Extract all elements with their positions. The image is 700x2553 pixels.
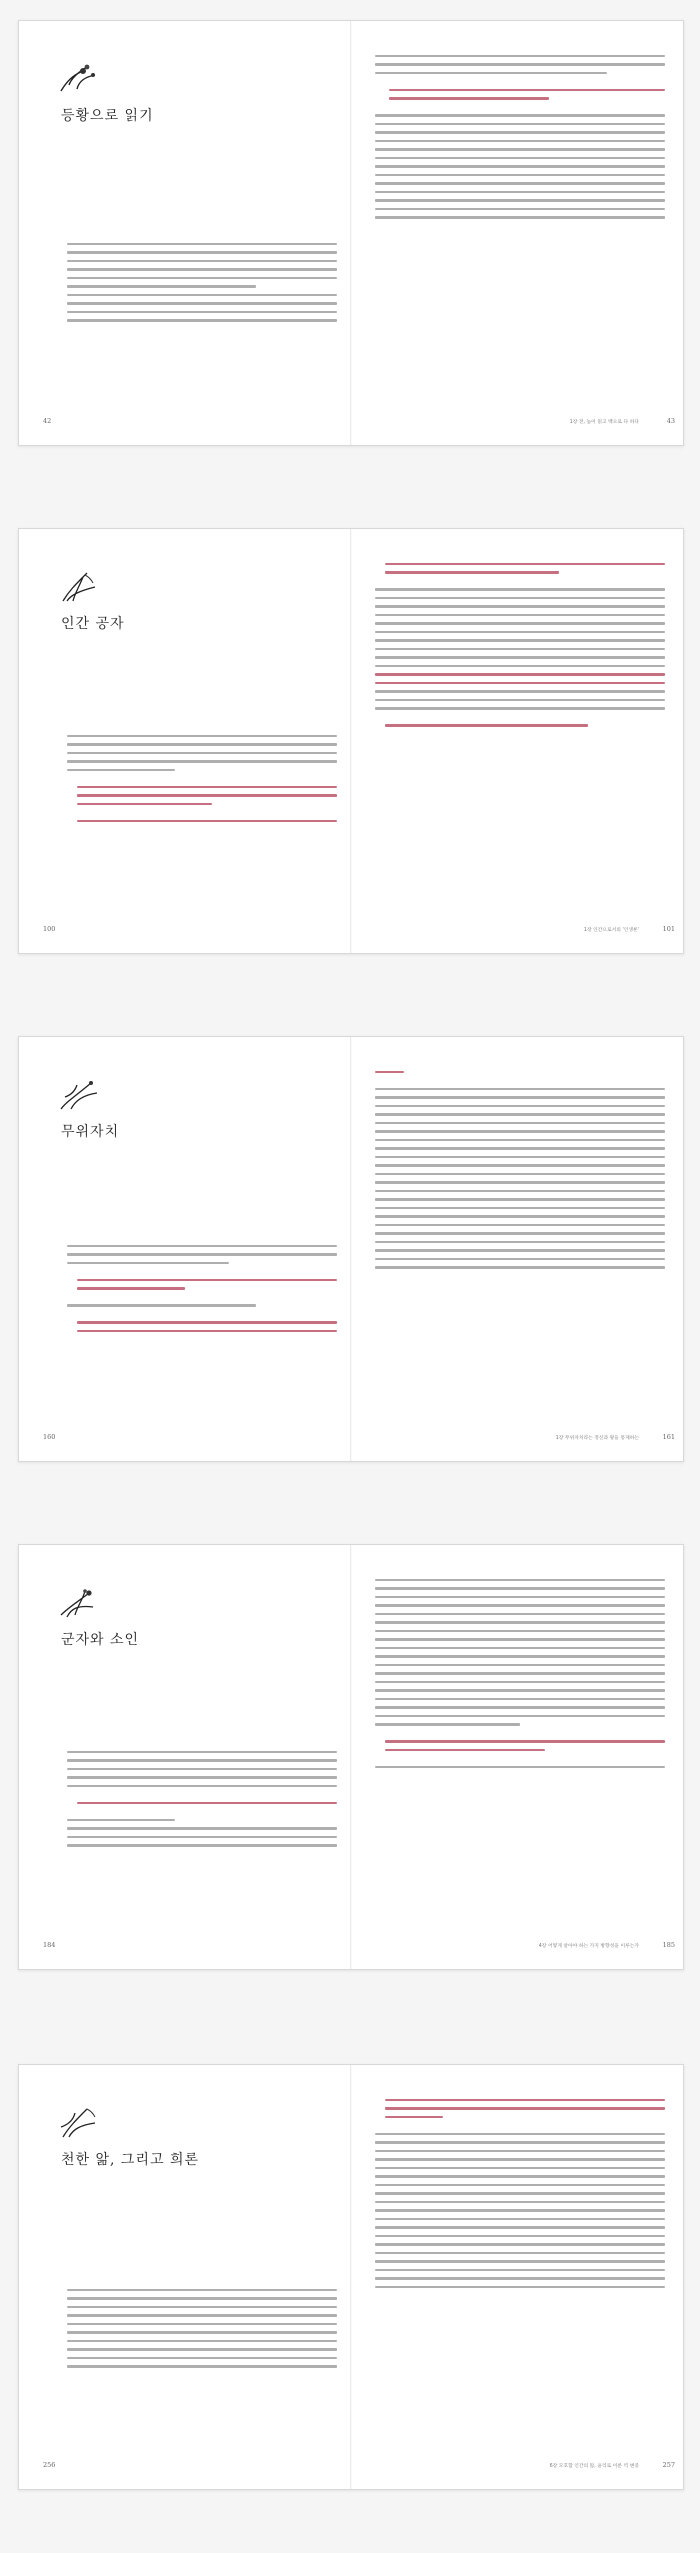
body-text [67, 735, 337, 828]
page-number: 160 [43, 1433, 56, 1441]
page-number: 43 [666, 417, 675, 425]
page-number: 184 [43, 1941, 56, 1949]
chapter-title: 등황으로 읽기 [61, 108, 154, 124]
left-page [43, 529, 343, 953]
running-head: 4장 어떻게 살아야 하는 가지 방향성을 이루는가 [538, 1944, 639, 1949]
page-number: 100 [43, 925, 56, 933]
body-text [67, 243, 337, 328]
ink-plant-icon [57, 1585, 99, 1619]
body-text [67, 2289, 337, 2374]
page-number: 161 [662, 1433, 675, 1441]
right-page [375, 1037, 675, 1461]
book-spread-4 [18, 1544, 684, 1970]
left-page [43, 2065, 343, 2489]
book-spread-2 [18, 528, 684, 954]
page-number: 256 [43, 2461, 56, 2469]
chapter-title: 천한 앎, 그리고 희론 [61, 2152, 199, 2168]
ink-plant-icon [57, 569, 99, 603]
left-page [43, 1037, 343, 1461]
body-text [375, 55, 665, 225]
page-number: 257 [662, 2461, 675, 2469]
page-number: 101 [662, 925, 675, 933]
body-text [375, 1071, 665, 1275]
right-page [375, 21, 675, 445]
body-text [375, 1579, 665, 1774]
running-head: 1장 무위자치라는 정신과 왕들 통제하는 [555, 1436, 639, 1441]
chapter-title: 군자와 소인 [61, 1632, 140, 1648]
page-number: 185 [662, 1941, 675, 1949]
running-head: 1장 인간으로서의 '인생론' [583, 928, 639, 933]
body-text [67, 1245, 337, 1338]
running-head: 6장 모호함 인간의 앎, 윤리로 이룬 역 변증 [549, 2464, 639, 2469]
ink-plant-icon [57, 1077, 99, 1111]
body-text [67, 1751, 337, 1853]
chapter-title: 무위자치 [61, 1124, 120, 1140]
right-page [375, 529, 675, 953]
body-text [375, 2099, 665, 2294]
book-spread-1 [18, 20, 684, 446]
page-number: 42 [43, 417, 52, 425]
right-page [375, 2065, 675, 2489]
ink-plant-icon [57, 2105, 99, 2139]
left-page [43, 1545, 343, 1969]
body-text [375, 563, 665, 733]
chapter-title: 인간 공자 [61, 616, 125, 632]
book-spread-3 [18, 1036, 684, 1462]
running-head: 1장 전, 높이 읽고 백으로 다 하다 [569, 420, 639, 425]
right-page [375, 1545, 675, 1969]
ink-plant-icon [57, 61, 99, 95]
book-spread-5 [18, 2064, 684, 2490]
left-page [43, 21, 343, 445]
